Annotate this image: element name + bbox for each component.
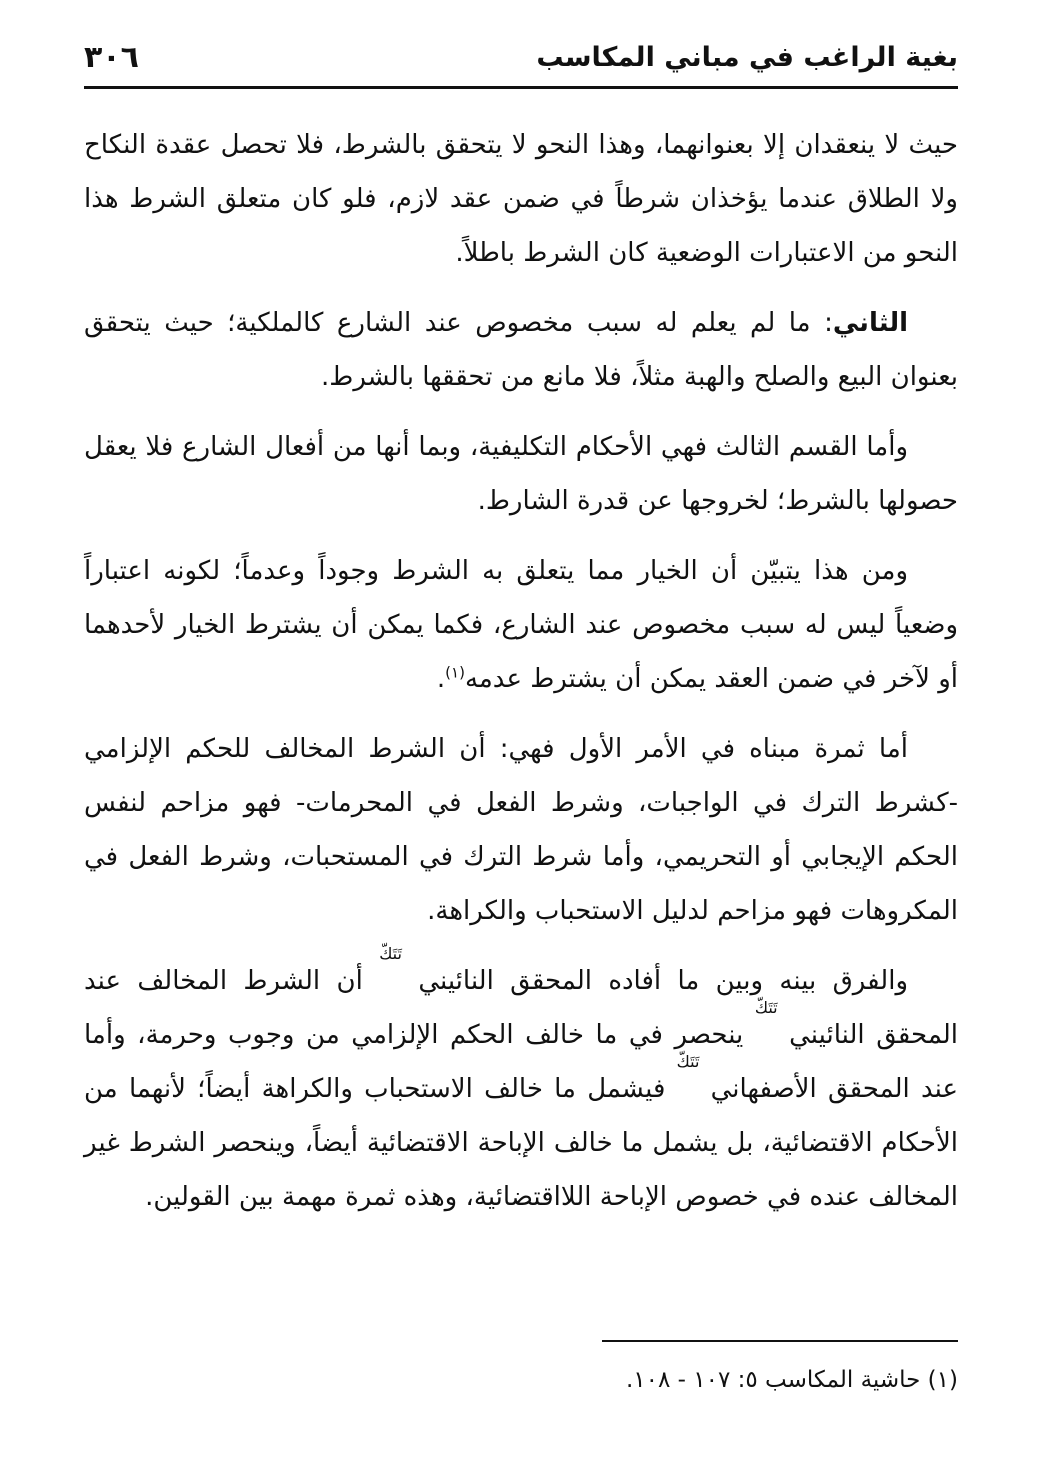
paragraph-4 [84,544,958,706]
paragraph-4-tail: . [436,664,446,694]
paragraph-2 [84,296,958,404]
paragraph-6-part-1: والفرق بينه وبين ما أفاده المحقق النائيني [418,966,909,996]
footnote-reference[interactable]: (١) [445,663,465,682]
footnote: (١) حاشية المكاسب ٥: ١٠٧ - ١٠٨. [625,1367,958,1393]
paragraph-3 [84,420,958,528]
honorific-symbol: تَتَكّ [379,944,402,963]
honorific-symbol: تَتَكّ [676,1052,700,1071]
paragraph-6-part-2: أن الشرط المخالف عند المحقق النائيني [84,966,958,1050]
paragraph-6-part-3: ينحصر في ما خالف الحكم الإلزامي من وجوب وحرمة، وأما عند المحقق الأصفهاني [84,1020,959,1104]
paragraph-5 [84,722,958,938]
page-header [84,40,958,89]
paragraph-4-text: ومن هذا يتبيّن أن الخيار مما يتعلق به الشرط وجوداً وعدماً؛ لكونه اعتباراً وضعياً ليس له سبب مخصوص عند الشارع، فكما يمكن أن يشترط الخيار لأحدهما أو لآخر في ضمن العقد يمكن أن يشترط عدمه [84,556,958,694]
paragraph-6 [84,944,959,1224]
running-title: بغية الراغب في مباني المكاسب [536,42,958,73]
paragraph-2-lead: الثاني [832,308,908,338]
paragraph-1-text: حيث لا ينعقدان إلا بعنوانهما، وهذا النحو لا يتحقق بالشرط، فلا تحصل عقدة النكاح ولا الطلاق عندما يؤخذان شرطاً في ضمن عقد لازم، فلو كان متعلق الشرط هذا النحو من الاعتبارات الوضعية كان الشرط باطلاً. [84,130,958,268]
paragraph-3-text: وأما القسم الثالث فهي الأحكام التكليفية، وبما أنها من أفعال الشارع فلا يعقل حصولها بالشرط؛ لخروجها عن قدرة الشارط. [84,432,958,516]
footnote-divider [602,1340,958,1342]
page-number: ٣٠٦ [84,40,139,75]
paragraph-6-part-4: فيشمل ما خالف الاستحباب والكراهة أيضاً؛ لأنهما من الأحكام الاقتضائية، بل يشمل ما خالف الإباحة الاقتضائية أيضاً، وينحصر الشرط غير المخالف عنده في خصوص الإباحة اللااقتضائية، وهذه ثمرة مهمة بين القولين. [84,1074,958,1212]
honorific-symbol: تَتَكّ [754,998,778,1017]
paragraph-5-text: أما ثمرة مبناه في الأمر الأول فهي: أن الشرط المخالف للحكم الإلزامي -كشرط الترك في الواجبات، وشرط الفعل في المحرمات- فهو مزاحم لنفس الحكم الإيجابي أو التحريمي، وأما شرط الترك في المستحبات، وشرط الفعل في المكروهات فهو مزاحم لدليل الاستحباب والكراهة. [84,734,958,926]
paragraph-2-text: : ما لم يعلم له سبب مخصوص عند الشارع كالملكية؛ حيث يتحقق بعنوان البيع والصلح والهبة مثلاً، فلا مانع من تحققها بالشرط. [84,308,958,392]
body-text [84,118,958,1240]
paragraph-1 [84,118,958,280]
